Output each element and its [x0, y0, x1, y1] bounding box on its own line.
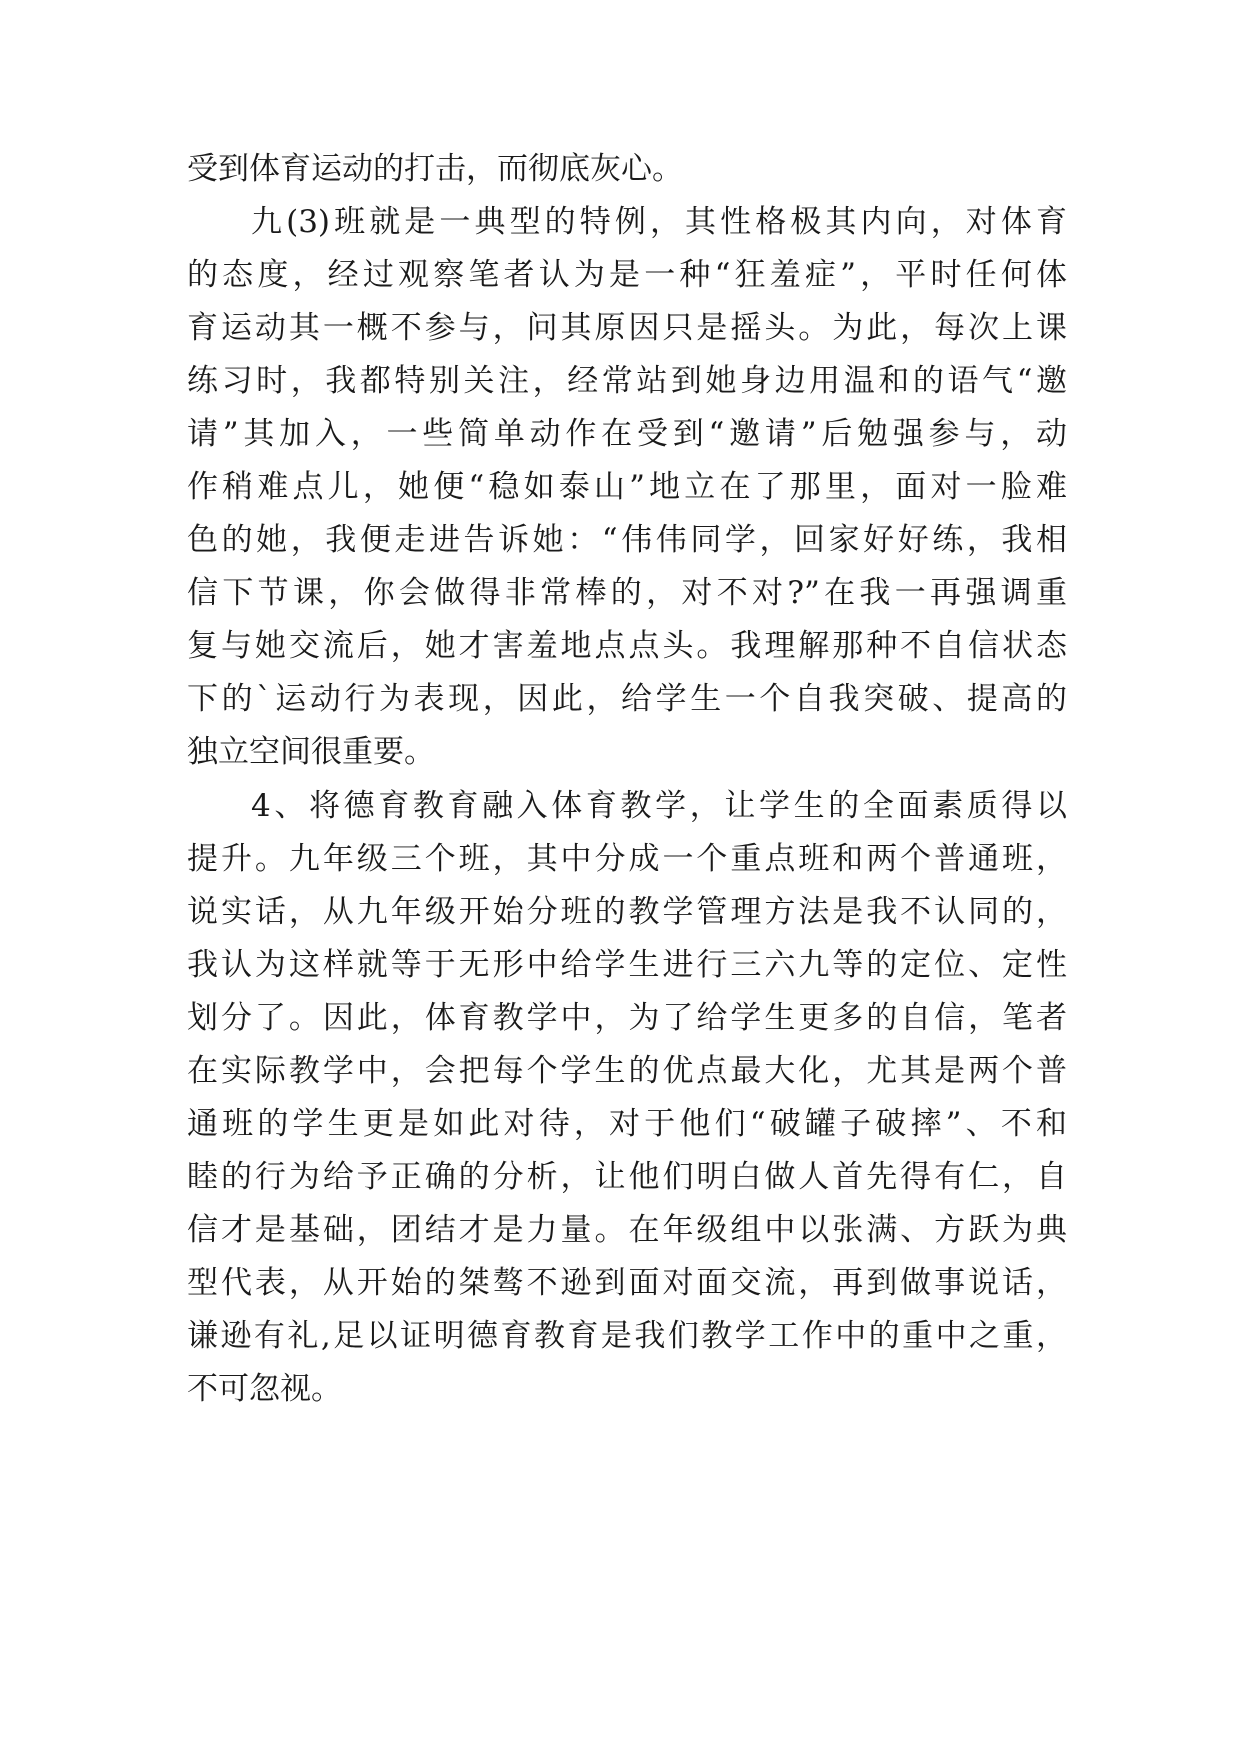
- text-line-15: 说实话，从九年级开始分班的教学管理方法是我不认同的，: [187, 894, 1067, 930]
- text-line-6: 请”其加入，一些简单动作在受到“邀请”后勉强参与，动: [187, 416, 1067, 452]
- text-line-11: 下的`运动行为表现，因此，给学生一个自我突破、提高的: [187, 681, 1067, 717]
- text-line-4: 育运动其一概不参与，问其原因只是摇头。为此，每次上课: [187, 310, 1067, 346]
- text-line-13: 4、将德育教育融入体育教学，让学生的全面素质得以: [251, 788, 1067, 824]
- text-line-1: 受到体育运动的打击，而彻底灰心。: [187, 151, 683, 187]
- text-line-9: 信下节课，你会做得非常棒的，对不对?”在我一再强调重: [187, 575, 1067, 611]
- text-line-14: 提升。九年级三个班，其中分成一个重点班和两个普通班，: [187, 841, 1067, 877]
- text-line-18: 在实际教学中，会把每个学生的优点最大化，尤其是两个普: [187, 1053, 1067, 1089]
- text-line-21: 信才是基础，团结才是力量。在年级组中以张满、方跃为典: [187, 1212, 1067, 1248]
- text-line-22: 型代表，从开始的桀骜不逊到面对面交流，再到做事说话，: [187, 1265, 1067, 1301]
- text-line-7: 作稍难点儿，她便“稳如泰山”地立在了那里，面对一脸难: [187, 469, 1067, 505]
- text-line-3: 的态度，经过观察笔者认为是一种“狂羞症”，平时任何体: [187, 257, 1067, 293]
- text-line-19: 通班的学生更是如此对待，对于他们“破罐子破摔”、不和: [187, 1106, 1067, 1142]
- text-line-8: 色的她，我便走进告诉她：“伟伟同学，回家好好练，我相: [187, 522, 1067, 558]
- text-line-2: 九(3)班就是一典型的特例，其性格极其内向，对体育: [251, 204, 1067, 240]
- text-line-20: 睦的行为给予正确的分析，让他们明白做人首先得有仁，自: [187, 1159, 1067, 1195]
- text-line-16: 我认为这样就等于无形中给学生进行三六九等的定位、定性: [187, 947, 1067, 983]
- text-line-23: 谦逊有礼,足以证明德育教育是我们教学工作中的重中之重，: [187, 1318, 1067, 1354]
- text-line-12: 独立空间很重要。: [187, 734, 435, 770]
- text-line-17: 划分了。因此，体育教学中，为了给学生更多的自信，笔者: [187, 1000, 1067, 1036]
- text-line-5: 练习时，我都特别关注，经常站到她身边用温和的语气“邀: [187, 363, 1067, 399]
- text-line-24: 不可忽视。: [187, 1371, 342, 1407]
- text-line-10: 复与她交流后，她才害羞地点点头。我理解那种不自信状态: [187, 628, 1067, 664]
